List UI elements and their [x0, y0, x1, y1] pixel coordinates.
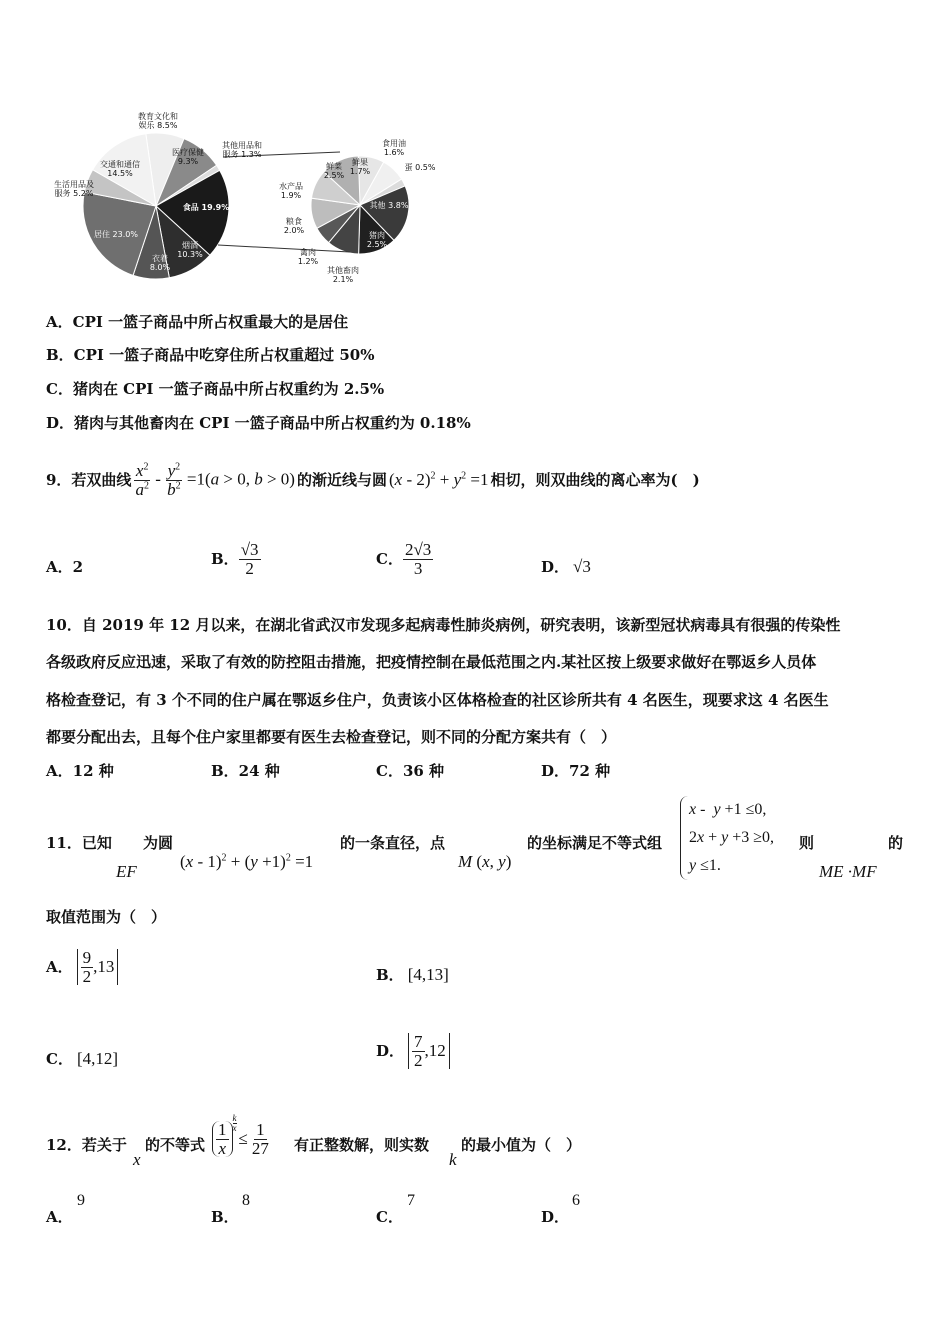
q10-option-a[interactable]: A．12 种: [46, 762, 114, 780]
q9-option-d-value: √3: [573, 557, 591, 576]
q9-stem: [46, 450, 700, 510]
q9-option-b[interactable]: [211, 532, 261, 586]
q9-option-d[interactable]: [541, 552, 591, 582]
q11-circle-formula: $(x - 1)^2 + (y +1)^2 =1$: [180, 852, 314, 871]
q11-ef: EF: [116, 862, 137, 881]
q11-option-b-label: B．: [376, 966, 404, 984]
q10-option-b[interactable]: B．24 种: [211, 762, 280, 780]
label-oil: 食用油 1.6%: [382, 139, 406, 157]
q12-part-2: 的不等式: [145, 1136, 206, 1154]
label-fruit: 鲜果 1.7%: [349, 158, 371, 176]
connector-bottom: [218, 245, 350, 252]
q9-prefix: 9．若双曲线: [46, 471, 132, 489]
q10-line-2: 各级政府反应迅速，采取了有效的防控阻击措施，把疫情控制在最低范围之内.某社区按上级要求做好在鄂返乡人员体: [46, 653, 817, 671]
q8-option-a[interactable]: A．CPI 一篮子商品中所占权重最大的是居住: [46, 313, 349, 331]
q10-line-1: 10．自 2019 年 12 月以来，在湖北省武汉市发现多起病毒性肺炎病例，研究表明，该新型冠状病毒具有很强的传染性: [46, 616, 841, 634]
q11-point-m: M (x, y): [458, 852, 512, 871]
q9-suffix: 相切，则双曲线的离心率为( ): [490, 471, 700, 489]
q8-option-d[interactable]: D．猪肉与其他畜肉在 CPI 一篮子商品中所占权重约为 0.18%: [46, 414, 471, 432]
q11-part-1: 11．已知: [46, 834, 112, 852]
q9-option-d-label: D．: [541, 558, 570, 576]
q8-option-b[interactable]: B．CPI 一篮子商品中吃穿住所占权重超过 50%: [46, 346, 375, 364]
q12-part-1: 12．若关于: [46, 1136, 127, 1154]
q12-part-4: 的最小值为（ ）: [461, 1136, 582, 1154]
q12-option-d-value: 6: [572, 1192, 580, 1209]
q8-option-c[interactable]: C．猪肉在 CPI 一篮子商品中所占权重约为 2.5%: [46, 380, 385, 398]
q11-option-b-value: [4,13]: [407, 965, 449, 984]
q11-dot-product: ME ·MF: [819, 862, 877, 881]
label-transport: 交通和通信 14.5%: [100, 160, 140, 178]
q11-part-4: 的坐标满足不等式组: [527, 834, 663, 852]
q9-option-c-value: $\frac{2√3}{3}$: [404, 539, 432, 578]
q11-part-5: 则: [799, 834, 815, 852]
q9-option-b-value: $\frac{√3}{2}$: [240, 539, 259, 578]
q11-part-6: 的: [888, 834, 904, 852]
q9-option-c-label: C．: [376, 550, 403, 568]
q12-option-b-label: B．: [211, 1208, 239, 1226]
q11-option-a[interactable]: [46, 942, 118, 992]
label-aquatic: 水产品 1.9%: [279, 182, 303, 200]
label-other-meat: 其他畜肉 2.1%: [327, 266, 359, 284]
q10-line-4: 都要分配出去，且每个住户家里都要有医生去检查登记，则不同的分配方案共有（ ）: [46, 728, 617, 746]
q11-inequality-system: x - y +1 ≤0, 2x + y +3 ≥0, y ≤1.: [680, 796, 774, 880]
q12-part-3: 有正整数解，则实数: [294, 1136, 430, 1154]
q11-option-b[interactable]: [376, 960, 449, 990]
label-vegetable: 鲜菜 2.5%: [323, 162, 345, 180]
q10-line-3: 格检查登记，有 3 个不同的住户属在鄂返乡住户，负责该小区体格检查的社区诊所共有 4 名医生，现要求这 4 名医生: [46, 691, 829, 709]
label-poultry: 禽肉 1.2%: [297, 248, 319, 266]
q9-circle-formula: $(x - 2)^2 + y^2 =1$: [388, 470, 489, 489]
q11-part-2: 为圆: [143, 834, 174, 852]
label-tobacco: 烟酒 10.3%: [177, 241, 203, 259]
label-food: 食品 19.9%: [182, 203, 230, 212]
q9-option-c[interactable]: [376, 532, 433, 586]
q11-option-c[interactable]: [46, 1044, 118, 1074]
q12-var-k: k: [449, 1150, 457, 1169]
q11-option-a-value: $\frac{9}{2}$ ,13: [77, 949, 119, 986]
q11-option-c-label: C．: [46, 1050, 73, 1068]
q11-option-d-value: $\frac{7}{2}$ ,12: [408, 1033, 450, 1070]
q12-inequality: $\frac{1}{x}$ $\frac{k}{x}$ ≤ $\frac{1}{27}$: [212, 1112, 271, 1166]
q10-option-d[interactable]: D．72 种: [541, 762, 611, 780]
q12-option-a-label: A．: [46, 1208, 73, 1226]
q11-part-3: 的一条直径，点: [340, 834, 446, 852]
q12-option-d-label: D．: [541, 1208, 570, 1226]
q9-mid: 的渐近线与圆: [296, 471, 387, 489]
label-daily-goods: 生活用品及 服务 5.2%: [54, 180, 94, 198]
q12-option-c-value: 7: [407, 1192, 415, 1209]
q11-option-d-label: D．: [376, 1042, 405, 1060]
q12-option-a-value: 9: [77, 1192, 85, 1209]
label-pork: 猪肉 2.5%: [366, 231, 388, 249]
q9-option-b-label: B．: [211, 550, 239, 568]
label-egg: 蛋 0.5%: [404, 163, 436, 172]
label-clothing: 衣着 8.0%: [149, 254, 171, 272]
label-housing: 居住 23.0%: [94, 230, 138, 239]
q9-hyperbola-formula: $\frac{x^2}{a^2}$ - $\frac{y^2}{b^2}$ =1(a > 0, b > 0): [135, 460, 295, 499]
label-medical: 医疗保健 9.3%: [172, 148, 204, 166]
q12-option-b-value: 8: [242, 1192, 250, 1209]
label-grain: 粮食 2.0%: [283, 217, 305, 235]
q10-option-c[interactable]: C．36 种: [376, 762, 445, 780]
q12-option-c-label: C．: [376, 1208, 403, 1226]
q11-part-7: 取值范围为（ ）: [46, 908, 167, 926]
q11-option-a-label: A．: [46, 958, 73, 976]
q11-option-d[interactable]: [376, 1026, 450, 1076]
label-other-goods: 其他用品和 服务 1.3%: [222, 141, 262, 159]
label-other-food: 其他 3.8%: [369, 201, 409, 210]
q12-var-x: x: [133, 1150, 141, 1169]
q9-option-a[interactable]: A．2: [46, 558, 84, 576]
label-education: 教育文化和 娱乐 8.5%: [138, 112, 178, 130]
q11-option-c-value: [4,12]: [76, 1049, 119, 1068]
